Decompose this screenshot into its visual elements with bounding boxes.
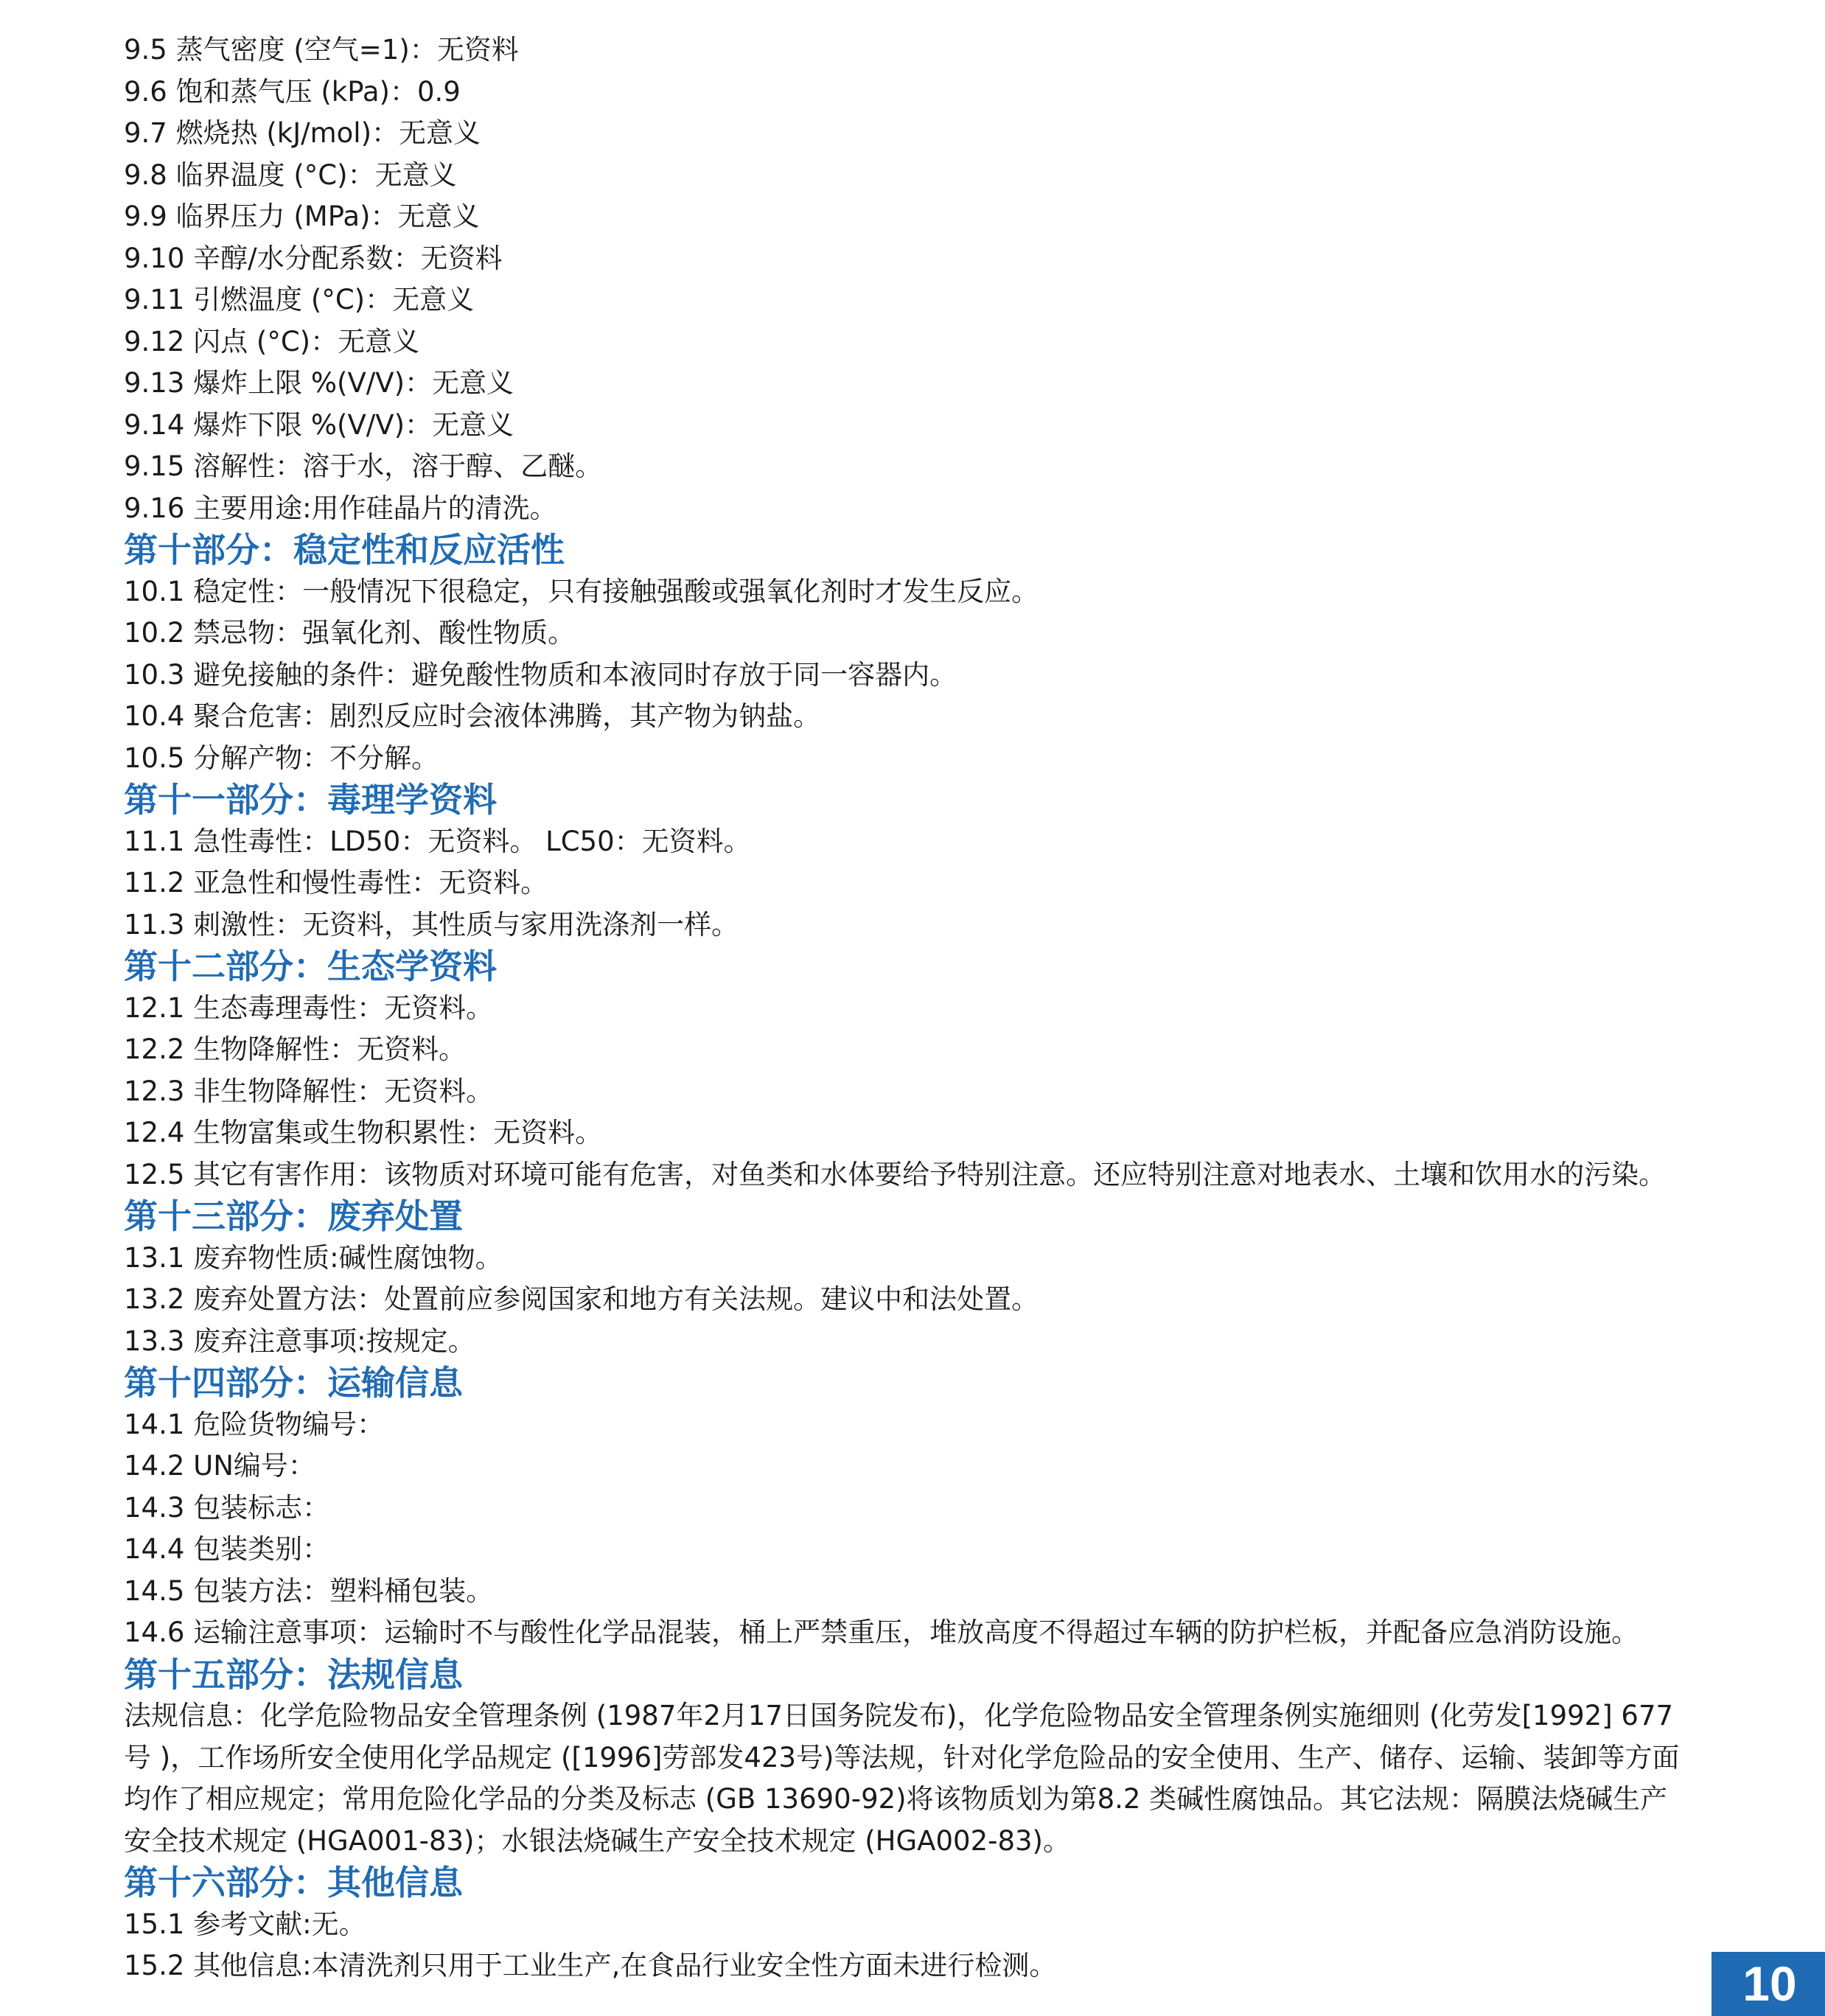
list-item: 9.10 辛醇/水分配系数：无资料 (124, 242, 503, 274)
list-item: 15.1 参考文献:无。 (124, 1908, 366, 1940)
list-item: 15.2 其他信息:本清洗剂只用于工业生产,在食品行业安全性方面未进行检测。 (124, 1950, 1057, 1981)
section-9-continued (124, 29, 1686, 529)
list-item: 9.8 临界温度 (°C)：无意义 (124, 158, 457, 191)
list-item: 9.11 引燃温度 (°C)：无意义 (124, 284, 475, 315)
list-item: 10.3 避免接触的条件：避免酸性物质和本液同时存放于同一容器内。 (124, 658, 957, 691)
list-item: 11.3 刺激性：无资料，其性质与家用洗涤剂一样。 (124, 908, 739, 941)
list-item: 14.1 危险货物编号： (124, 1408, 385, 1440)
regulation-paragraph: 法规信息：化学危险物品安全管理条例 (1987年2月17日国务院发布)，化学危险物品安全管理条例实施细则 (化劳发[1992] 677号 )，工作场所安全使用化学品规定 ([1996]劳部发423号)等法规，针对化学危险品的安全使用、生产、储存、运输、装卸等方面均作了相应规定；常用危险化学品的分类及标志 (GB 13690-92)将该物质划为第8.2 类碱性腐蚀品。其它法规：隔膜法烧碱生产安全技术规定 (HGA001-83)；水银法烧碱生产安全技术规定 (HGA002-83)。 (124, 1700, 1680, 1857)
list-item: 9.14 爆炸下限 %(V/V)：无意义 (124, 408, 514, 441)
list-item: 11.2 亚急性和慢性毒性：无资料。 (124, 867, 548, 899)
list-item: 14.4 包装类别： (124, 1533, 330, 1565)
list-item: 9.7 燃烧热 (kJ/mol)：无意义 (124, 117, 481, 149)
list-item: 9.15 溶解性：溶于水，溶于醇、乙醚。 (124, 450, 603, 482)
section-14 (124, 1362, 1686, 1654)
section-13 (124, 1196, 1686, 1362)
list-item: 14.2 UN编号： (124, 1450, 315, 1482)
section-16 (124, 1862, 1686, 1987)
list-item: 14.3 包装标志： (124, 1491, 330, 1524)
list-item: 10.1 稳定性：一般情况下很稳定，只有接触强酸或强氧化剂时才发生反应。 (124, 575, 1039, 607)
section-12 (124, 946, 1686, 1196)
list-item: 12.5 其它有害作用：该物质对环境可能有危害，对鱼类和水体要给予特别注意。还应特别注意对地表水、土壤和饮用水的污染。 (124, 1158, 1667, 1190)
section-heading: 第十六部分：其他信息 (124, 1863, 463, 1902)
section-15 (124, 1654, 1686, 1863)
list-item: 14.6 运输注意事项：运输时不与酸性化学品混装，桶上严禁重压，堆放高度不得超过车辆的防护栏板，并配备应急消防设施。 (124, 1616, 1639, 1648)
section-heading: 第十三部分：废弃处置 (124, 1196, 463, 1236)
section-heading: 第十一部分：毒理学资料 (124, 780, 497, 820)
section-heading: 第十五部分：法规信息 (124, 1654, 463, 1695)
list-item: 13.2 废弃处置方法：处置前应参阅国家和地方有关法规。建议中和法处置。 (124, 1283, 1039, 1315)
section-heading: 第十四部分：运输信息 (124, 1363, 463, 1403)
list-item: 12.2 生物降解性：无资料。 (124, 1033, 467, 1065)
list-item: 10.4 聚合危害：剧烈反应时会液体沸腾，其产物为钠盐。 (124, 700, 821, 732)
page-number-badge: 10 (1711, 1952, 1825, 2016)
list-item: 9.6 饱和蒸气压 (kPa)：0.9 (124, 75, 461, 108)
section-heading: 第十部分：稳定性和反应活性 (124, 530, 565, 570)
section-heading: 第十二部分：生态学资料 (124, 946, 497, 986)
list-item: 14.5 包装方法：塑料桶包装。 (124, 1574, 494, 1607)
list-item: 9.16 主要用途:用作硅晶片的清洗。 (124, 492, 557, 524)
list-item: 12.4 生物富集或生物积累性：无资料。 (124, 1117, 603, 1148)
list-item: 10.2 禁忌物：强氧化剂、酸性物质。 (124, 617, 576, 649)
list-item: 12.1 生态毒理毒性：无资料。 (124, 991, 494, 1024)
list-item: 9.5 蒸气密度 (空气=1)：无资料 (124, 34, 519, 66)
section-11 (124, 779, 1686, 946)
list-item: 13.1 废弃物性质:碱性腐蚀物。 (124, 1241, 503, 1274)
section-10 (124, 529, 1686, 779)
list-item: 9.13 爆炸上限 %(V/V)：无意义 (124, 367, 514, 399)
list-item: 9.9 临界压力 (MPa)：无意义 (124, 200, 480, 232)
list-item: 9.12 闪点 (°C)：无意义 (124, 325, 420, 357)
list-item: 12.3 非生物降解性：无资料。 (124, 1075, 494, 1107)
list-item: 13.3 废弃注意事项:按规定。 (124, 1325, 475, 1357)
document-body (124, 29, 1686, 1987)
list-item: 10.5 分解产物：不分解。 (124, 742, 439, 774)
list-item: 11.1 急性毒性：LD50：无资料。 LC50：无资料。 (124, 825, 751, 857)
